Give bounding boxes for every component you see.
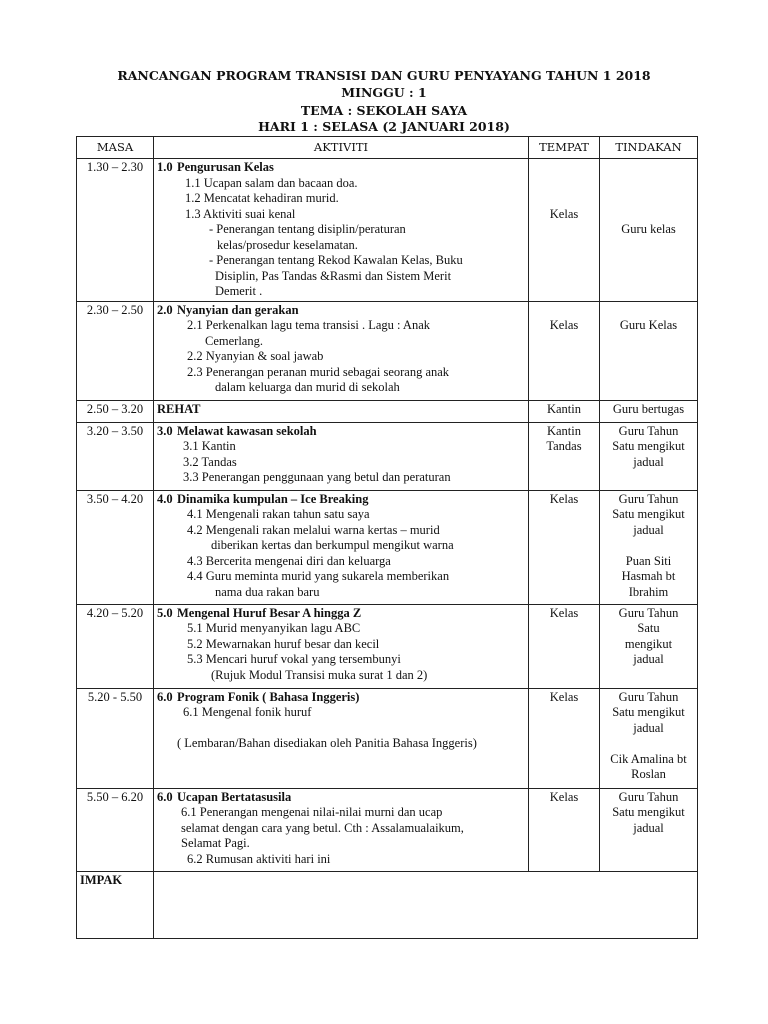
tempat-value: Kelas	[549, 789, 579, 804]
masa-cell: 3.20 – 3.50	[77, 422, 154, 490]
spacer	[603, 160, 694, 176]
masa-cell: 2.50 – 3.20	[77, 400, 154, 422]
table-row	[77, 788, 698, 871]
tempat-value: Kelas	[549, 491, 579, 506]
tindakan-value: Guru bertugas	[612, 401, 685, 416]
activity-item: 4.3 Bercerita mengenai diri dan keluarga	[187, 553, 391, 568]
activity-item: diberikan kertas dan berkumpul mengikut warna	[211, 538, 454, 552]
spacer	[603, 538, 694, 554]
activity-number: 3.0	[157, 423, 173, 438]
activity-heading	[157, 790, 525, 806]
tempat-value: Kelas	[549, 206, 579, 221]
activity-item: 2.1 Perkenalkan lagu tema transisi . Lagu : Anak	[187, 318, 430, 332]
tindakan-value: Guru Tahun	[618, 423, 679, 438]
impak-label: IMPAK	[77, 871, 154, 938]
activity-item: 1.3 Aktiviti suai kenal	[185, 206, 296, 221]
activity-item: 1.2 Mencatat kehadiran murid.	[185, 191, 339, 205]
spacer	[603, 176, 694, 192]
aktiviti-cell	[154, 788, 529, 871]
table-header-row	[77, 137, 698, 159]
col-header-tindakan: TINDAKAN	[600, 137, 698, 159]
activity-item: 6.2 Rumusan aktiviti hari ini	[187, 851, 331, 866]
tempat-value: Kantin	[546, 401, 582, 416]
spacer	[532, 176, 596, 192]
tindakan-value: Hasmah bt	[621, 569, 676, 583]
tindakan-value: jadual	[633, 720, 664, 735]
activity-heading	[157, 424, 525, 440]
tindakan-cell	[600, 301, 698, 400]
masa-cell: 3.50 – 4.20	[77, 490, 154, 604]
activity-item: nama dua rakan baru	[215, 584, 320, 599]
activity-item: 3.3 Penerangan penggunaan yang betul dan peraturan	[183, 470, 451, 484]
activity-item: 5.2 Mewarnakan huruf besar dan kecil	[187, 636, 380, 651]
tindakan-value: Guru Tahun	[618, 689, 679, 704]
activity-item: 6.1 Mengenal fonik huruf	[183, 705, 312, 719]
tindakan-value: jadual	[633, 454, 664, 469]
activity-item: 2.3 Penerangan peranan murid sebagai seorang anak	[187, 364, 450, 379]
activity-heading	[157, 690, 525, 706]
tempat-value: Kantin	[546, 423, 582, 438]
tindakan-value: Guru Tahun	[618, 491, 679, 506]
aktiviti-cell	[154, 159, 529, 302]
activity-item: 2.2 Nyanyian & soal jawab	[187, 349, 324, 363]
tindakan-value: Satu mengikut	[612, 805, 685, 819]
spacer	[603, 191, 694, 207]
activity-number: 6.0	[157, 789, 173, 804]
tindakan-value: Guru Kelas	[619, 318, 678, 332]
tindakan-value: Ibrahim	[628, 584, 669, 599]
aktiviti-cell	[154, 490, 529, 604]
tempat-value: Kelas	[549, 689, 579, 704]
tempat-value: Kelas	[549, 605, 579, 620]
activity-item: 3.1 Kantin	[183, 439, 236, 453]
tindakan-value: Roslan	[631, 767, 666, 781]
col-header-tempat: TEMPAT	[529, 137, 600, 159]
tempat-cell	[529, 301, 600, 400]
activity-heading	[157, 160, 525, 176]
tindakan-cell	[600, 604, 698, 688]
col-header-aktiviti: AKTIVITI	[154, 137, 529, 159]
table-row	[77, 400, 698, 422]
activity-number: 4.0	[157, 491, 173, 506]
activity-title: Melawat kawasan sekolah	[177, 423, 317, 438]
aktiviti-cell	[154, 604, 529, 688]
activity-item: 4.4 Guru meminta murid yang sukarela memberikan	[187, 569, 450, 583]
spacer	[603, 736, 694, 752]
tempat-value: Kelas	[549, 318, 579, 332]
tindakan-cell	[600, 159, 698, 302]
table-row	[77, 159, 698, 302]
tempat-cell	[529, 490, 600, 604]
activity-item: (Rujuk Modul Transisi muka surat 1 dan 2)	[211, 667, 428, 682]
activity-number: 2.0	[157, 302, 173, 317]
tempat-cell	[529, 688, 600, 788]
activity-item: dalam keluarga dan murid di sekolah	[215, 380, 400, 394]
activity-item: 5.3 Mencari huruf vokal yang tersembunyi	[187, 652, 401, 666]
spacer	[157, 721, 525, 737]
spacer	[532, 160, 596, 176]
activity-item: kelas/prosedur keselamatan.	[217, 237, 358, 252]
tindakan-value: Guru kelas	[621, 222, 676, 236]
table-row	[77, 422, 698, 490]
masa-cell: 2.30 – 2.50	[77, 301, 154, 400]
tindakan-value: jadual	[633, 522, 664, 537]
activity-item: Cemerlang.	[205, 333, 263, 348]
activity-heading	[157, 402, 525, 418]
activity-heading	[157, 492, 525, 508]
tindakan-value: Guru Tahun	[618, 605, 679, 620]
activity-item: ( Lembaran/Bahan disediakan oleh Panitia Bahasa Inggeris)	[177, 736, 477, 750]
table-row	[77, 490, 698, 604]
tindakan-value: Guru Tahun	[618, 789, 679, 804]
activity-item: Selamat Pagi.	[181, 836, 250, 850]
activity-item: 1.1 Ucapan salam dan bacaan doa.	[185, 175, 358, 190]
activity-item: Disiplin, Pas Tandas &Rasmi dan Sistem Merit	[215, 268, 452, 283]
table-row	[77, 688, 698, 788]
tindakan-cell	[600, 490, 698, 604]
week-label: MINGGU : 1	[341, 85, 427, 100]
tindakan-cell	[600, 688, 698, 788]
activity-item: 4.1 Mengenali rakan tahun satu saya	[187, 507, 370, 521]
activity-number: 6.0	[157, 689, 173, 704]
spacer	[532, 303, 596, 319]
aktiviti-cell	[154, 422, 529, 490]
tindakan-value: Satu	[637, 621, 660, 635]
activity-item: - Penerangan tentang Rekod Kawalan Kelas, Buku	[209, 253, 463, 267]
tempat-cell	[529, 159, 600, 302]
table-row	[77, 301, 698, 400]
tindakan-value: Satu mengikut	[612, 507, 685, 521]
activity-title: Dinamika kumpulan – Ice Breaking	[177, 491, 369, 506]
impak-row	[77, 871, 698, 938]
activity-title: Ucapan Bertatasusila	[177, 789, 292, 804]
activity-item: 5.1 Murid menyanyikan lagu ABC	[187, 621, 361, 635]
tempat-cell	[529, 788, 600, 871]
masa-cell: 5.50 – 6.20	[77, 788, 154, 871]
tindakan-value: jadual	[633, 652, 664, 666]
tindakan-value: Cik Amalina bt	[610, 751, 687, 766]
activity-heading	[157, 303, 525, 319]
activity-item: Demerit .	[215, 284, 263, 298]
activity-item: 3.2 Tandas	[183, 454, 237, 469]
activity-item: 4.2 Mengenali rakan melalui warna kertas – murid	[187, 522, 440, 537]
activity-number: 5.0	[157, 605, 173, 620]
tindakan-cell	[600, 400, 698, 422]
tempat-cell	[529, 604, 600, 688]
activity-item: - Penerangan tentang disiplin/peraturan	[209, 222, 406, 236]
tindakan-cell	[600, 788, 698, 871]
day-label: HARI 1 : SELASA (2 JANUARI 2018)	[258, 119, 510, 134]
activity-title: Nyanyian dan gerakan	[177, 302, 299, 317]
tindakan-value: Satu mengikut	[612, 705, 685, 719]
activity-number: 1.0	[157, 160, 173, 174]
spacer	[603, 207, 694, 223]
tindakan-value: jadual	[633, 820, 664, 835]
table-row	[77, 604, 698, 688]
tempat-cell	[529, 400, 600, 422]
aktiviti-cell	[154, 688, 529, 788]
activity-title: REHAT	[157, 401, 201, 416]
tempat-cell	[529, 422, 600, 490]
activity-item: 6.1 Penerangan mengenai nilai-nilai murni dan ucap	[181, 805, 443, 819]
impak-content	[154, 871, 698, 938]
masa-cell: 1.30 – 2.30	[77, 159, 154, 302]
tindakan-value: Puan Siti	[625, 553, 672, 568]
schedule-table	[76, 136, 698, 939]
spacer	[603, 303, 694, 319]
aktiviti-cell	[154, 301, 529, 400]
spacer	[532, 191, 596, 207]
theme-label: TEMA : SEKOLAH SAYA	[300, 103, 468, 118]
tindakan-cell	[600, 422, 698, 490]
activity-title: Pengurusan Kelas	[177, 160, 274, 174]
masa-cell: 4.20 – 5.20	[77, 604, 154, 688]
activity-heading	[157, 606, 525, 622]
activity-title: Mengenal Huruf Besar A hingga Z	[177, 605, 362, 620]
activity-item: selamat dengan cara yang betul. Cth : Assalamualaikum,	[181, 820, 464, 835]
doc-title: RANCANGAN PROGRAM TRANSISI DAN GURU PENYAYANG TAHUN 1 2018	[117, 68, 651, 83]
col-header-masa: MASA	[77, 137, 154, 159]
tindakan-value: Satu mengikut	[612, 439, 685, 453]
tempat-value: Tandas	[546, 439, 582, 453]
activity-title: Program Fonik ( Bahasa Inggeris)	[177, 689, 360, 704]
masa-cell: 5.20 - 5.50	[77, 688, 154, 788]
tindakan-value: mengikut	[624, 636, 673, 651]
aktiviti-cell	[154, 400, 529, 422]
